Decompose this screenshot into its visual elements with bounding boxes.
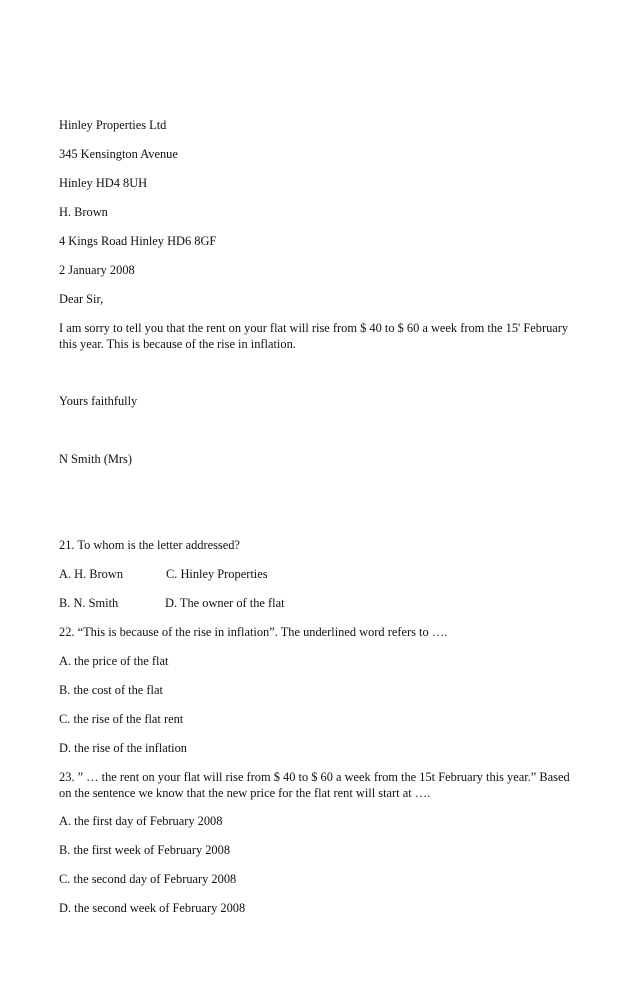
option-22-c: C. the rise of the flat rent xyxy=(59,712,184,726)
salutation: Dear Sir, xyxy=(59,292,104,306)
option-23-c: C. the second day of February 2008 xyxy=(59,872,237,886)
signature: N Smith (Mrs) xyxy=(59,452,132,466)
question-22: 22. “This is because of the rise in inflation”. The underlined word refers to …. xyxy=(59,625,448,639)
option-22-a: A. the price of the flat xyxy=(59,654,169,668)
option-21-b: B. N. Smith xyxy=(59,596,119,610)
option-22-d: D. the rise of the inflation xyxy=(59,741,188,755)
sender-street: 345 Kensington Avenue xyxy=(59,147,178,161)
question-21: 21. To whom is the letter addressed? xyxy=(59,538,240,552)
option-23-b: B. the first week of February 2008 xyxy=(59,843,231,857)
sender-city: Hinley HD4 8UH xyxy=(59,176,148,190)
option-21-a: A. H. Brown xyxy=(59,567,124,581)
option-21-d: D. The owner of the flat xyxy=(165,596,285,610)
question-23: 23. ” … the rent on your flat will rise from $ 40 to $ 60 a week from the 15t February this year.” Based on the sentence we know that the new price for the flat rent will start at …. xyxy=(59,770,570,800)
option-22-b: B. the cost of the flat xyxy=(59,683,163,697)
closing: Yours faithfully xyxy=(59,394,138,408)
recipient-address: 4 Kings Road Hinley HD6 8GF xyxy=(59,234,217,248)
option-23-a: A. the first day of February 2008 xyxy=(59,814,223,828)
option-23-d: D. the second week of February 2008 xyxy=(59,901,246,915)
letter-date: 2 January 2008 xyxy=(59,263,135,277)
recipient-name: H. Brown xyxy=(59,205,108,219)
letter-body: I am sorry to tell you that the rent on your flat will rise from $ 40 to $ 60 a week from the 15' February this year. This is because of the rise in inflation. xyxy=(59,321,569,351)
option-21-c: C. Hinley Properties xyxy=(166,567,268,581)
sender-company: Hinley Properties Ltd xyxy=(59,118,167,132)
